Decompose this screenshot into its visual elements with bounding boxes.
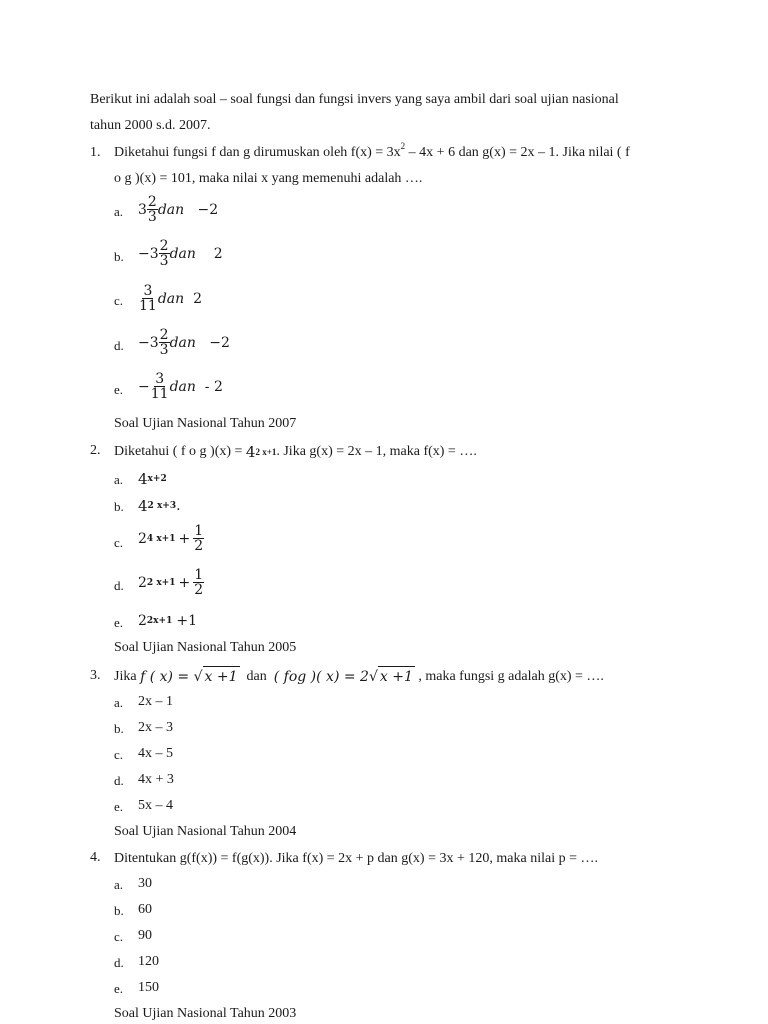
q2-option-d-denominator: 2 — [194, 582, 204, 598]
q4-option-a-letter: a. — [114, 877, 124, 892]
q2-option-a: 4 x+2 — [138, 470, 167, 488]
q2-option-c-plus: + — [178, 530, 191, 547]
q2-option-e-base: 2 — [138, 613, 147, 629]
q1-option-c-letter: c. — [114, 293, 124, 308]
q2-option-d-plus: + — [178, 574, 191, 591]
question-2-text: Diketahui ( f o g )(x) = 4 2 x+1 . Jika g(x) = 2x – 1, maka f(x) = …. — [114, 443, 477, 461]
q2-option-c-denominator: 2 — [194, 538, 204, 554]
q1-option-e-tail: - 2 — [204, 378, 223, 395]
q2-option-d-fraction — [193, 568, 204, 597]
q1-option-d-tail: −2 — [209, 334, 230, 351]
intro-line-1: Berikut ini adalah soal – soal fungsi dan fungsi invers yang saya ambil dari soal ujian nasional — [90, 92, 619, 107]
q2-option-e: 2 2x+1 +1 — [138, 613, 197, 629]
q1-option-c — [138, 284, 202, 313]
q2-option-d-numerator: 1 — [194, 567, 204, 583]
question-3-fog-radicand: x +1 — [378, 666, 415, 687]
q3-option-d-letter: d. — [114, 773, 124, 788]
question-4-source: Soal Ujian Nasional Tahun 2003 — [114, 1006, 297, 1021]
q1-option-c-fraction — [138, 284, 158, 313]
q2-option-b: 4 2 x+3 . — [138, 497, 181, 515]
question-3-f-radicand: x +1 — [203, 666, 240, 687]
q1-option-a-dan: dan — [157, 201, 185, 218]
q1-option-b-whole: 3 — [149, 245, 159, 262]
q1-option-a-whole: 3 — [138, 201, 147, 218]
question-3-f-lhs: f ( x) = — [140, 668, 194, 685]
q1-option-c-denominator: 11 — [139, 298, 157, 314]
q3-option-c-letter: c. — [114, 747, 124, 762]
question-3-dan: dan — [239, 668, 274, 684]
question-1-line1b: – 4x + 6 dan g(x) = 2x – 1. Jika nilai ( f — [405, 145, 630, 160]
q1-option-e — [138, 372, 223, 401]
question-3-text: Jika f ( x) = √ x +1 dan ( fog )( x) = 2 √ x +1 , maka fungsi g adalah g(x) = …. — [114, 666, 694, 687]
q1-option-e-numerator: 3 — [155, 371, 165, 387]
q1-option-b-fraction — [159, 239, 170, 268]
q1-option-e-sign: − — [138, 378, 150, 395]
question-2-source: Soal Ujian Nasional Tahun 2005 — [114, 640, 297, 655]
q1-option-a-letter: a. — [114, 204, 124, 219]
question-3-number: 3. — [90, 668, 101, 683]
q1-option-b-dan: dan — [169, 245, 196, 262]
q1-option-c-numerator: 3 — [143, 283, 153, 299]
q2-option-e-letter: e. — [114, 615, 124, 630]
q4-option-e-text: 150 — [138, 980, 159, 995]
q2-option-c-letter: c. — [114, 535, 124, 550]
q2-option-b-base: 4 — [138, 497, 148, 515]
question-1-line2: o g )(x) = 101, maka nilai x yang memenuhi adalah …. — [114, 171, 423, 186]
q2-option-c-numerator: 1 — [194, 523, 204, 539]
q2-option-e-plus: +1 — [176, 613, 197, 629]
q4-option-b-letter: b. — [114, 903, 124, 918]
question-3-fog-lhs: ( fog )( x) = 2 — [273, 668, 369, 685]
question-1-line1: Diketahui fungsi f dan g dirumuskan oleh f(x) = 3x — [114, 145, 401, 160]
q1-option-d-fraction — [159, 328, 170, 357]
q1-option-e-dan: dan — [169, 378, 196, 395]
question-1-text — [114, 140, 694, 192]
q1-option-b-sign: − — [138, 245, 150, 262]
q2-option-b-after: . — [176, 498, 181, 514]
question-2-number: 2. — [90, 443, 101, 458]
q1-option-a-denominator: 3 — [147, 209, 157, 225]
question-2-base: 4 — [245, 443, 256, 461]
q1-option-d-sign: − — [138, 334, 150, 351]
q1-option-b-tail: 2 — [213, 245, 223, 262]
intro-line-2: tahun 2000 s.d. 2007. — [90, 118, 211, 133]
q1-option-c-tail: 2 — [193, 290, 202, 307]
q1-option-c-dan: dan — [157, 290, 185, 307]
q4-option-c-text: 90 — [138, 928, 152, 943]
question-1-sup: 2 — [400, 141, 406, 151]
q2-option-c: 2 4 x+1 + $\frac{1}{2}$ — [138, 523, 204, 554]
question-1-source: Soal Ujian Nasional Tahun 2007 — [114, 416, 297, 431]
q1-option-d-dan: dan — [169, 334, 196, 351]
q3-option-e-text: 5x – 4 — [138, 798, 173, 813]
q1-option-e-fraction — [150, 372, 170, 401]
question-4-number: 4. — [90, 850, 101, 865]
q2-option-a-letter: a. — [114, 472, 124, 487]
q3-option-a-letter: a. — [114, 695, 124, 710]
q4-option-a-text: 30 — [138, 876, 152, 891]
q1-option-a-fraction — [147, 195, 158, 224]
question-3-tail: , maka fungsi g adalah g(x) = …. — [414, 668, 604, 684]
q2-option-d: 2 2 x+1 + $\frac{1}{2}$ — [138, 567, 204, 598]
q4-option-d-text: 120 — [138, 954, 159, 969]
q2-option-d-base: 2 — [138, 574, 147, 591]
q1-option-a — [138, 195, 218, 224]
q2-option-c-fraction — [193, 524, 204, 553]
q3-option-c-text: 4x – 5 — [138, 746, 173, 761]
q2-option-a-base: 4 — [138, 470, 148, 488]
question-1-number: 1. — [90, 145, 101, 160]
q1-option-a-numerator: 2 — [147, 194, 157, 210]
q3-option-b-letter: b. — [114, 721, 124, 736]
intro-paragraph — [90, 87, 690, 139]
q1-option-a-tail: −2 — [197, 201, 219, 218]
q4-option-e-letter: e. — [114, 981, 124, 996]
q4-option-c-letter: c. — [114, 929, 124, 944]
q3-option-a-text: 2x – 1 — [138, 694, 173, 709]
q3-option-b-text: 2x – 3 — [138, 720, 173, 735]
q3-option-e-letter: e. — [114, 799, 124, 814]
q4-option-b-text: 60 — [138, 902, 152, 917]
question-2-text-a: Diketahui ( f o g )(x) = — [114, 444, 246, 459]
question-3-source: Soal Ujian Nasional Tahun 2004 — [114, 824, 297, 839]
q1-option-d-whole: 3 — [149, 334, 159, 351]
q1-option-b — [138, 239, 223, 268]
q1-option-d-letter: d. — [114, 338, 124, 353]
question-2-text-b: . Jika g(x) = 2x – 1, maka f(x) = …. — [276, 444, 477, 459]
q1-option-d-numerator: 2 — [159, 327, 169, 343]
q1-option-d-denominator: 3 — [159, 342, 169, 358]
q2-option-b-letter: b. — [114, 499, 124, 514]
q1-option-b-denominator: 3 — [159, 253, 169, 269]
q3-option-d-text: 4x + 3 — [138, 772, 174, 787]
q2-option-d-letter: d. — [114, 578, 124, 593]
q1-option-b-letter: b. — [114, 249, 124, 264]
question-3-jika: Jika — [114, 668, 141, 684]
q1-option-e-letter: e. — [114, 382, 124, 397]
q4-option-d-letter: d. — [114, 955, 124, 970]
q2-option-c-base: 2 — [138, 530, 147, 547]
question-4-text: Ditentukan g(f(x)) = f(g(x)). Jika f(x) = 2x + p dan g(x) = 3x + 120, maka nilai p = …. — [114, 851, 598, 866]
q1-option-e-denominator: 11 — [150, 386, 169, 402]
q1-option-b-numerator: 2 — [159, 238, 169, 254]
q1-option-d — [138, 328, 230, 357]
